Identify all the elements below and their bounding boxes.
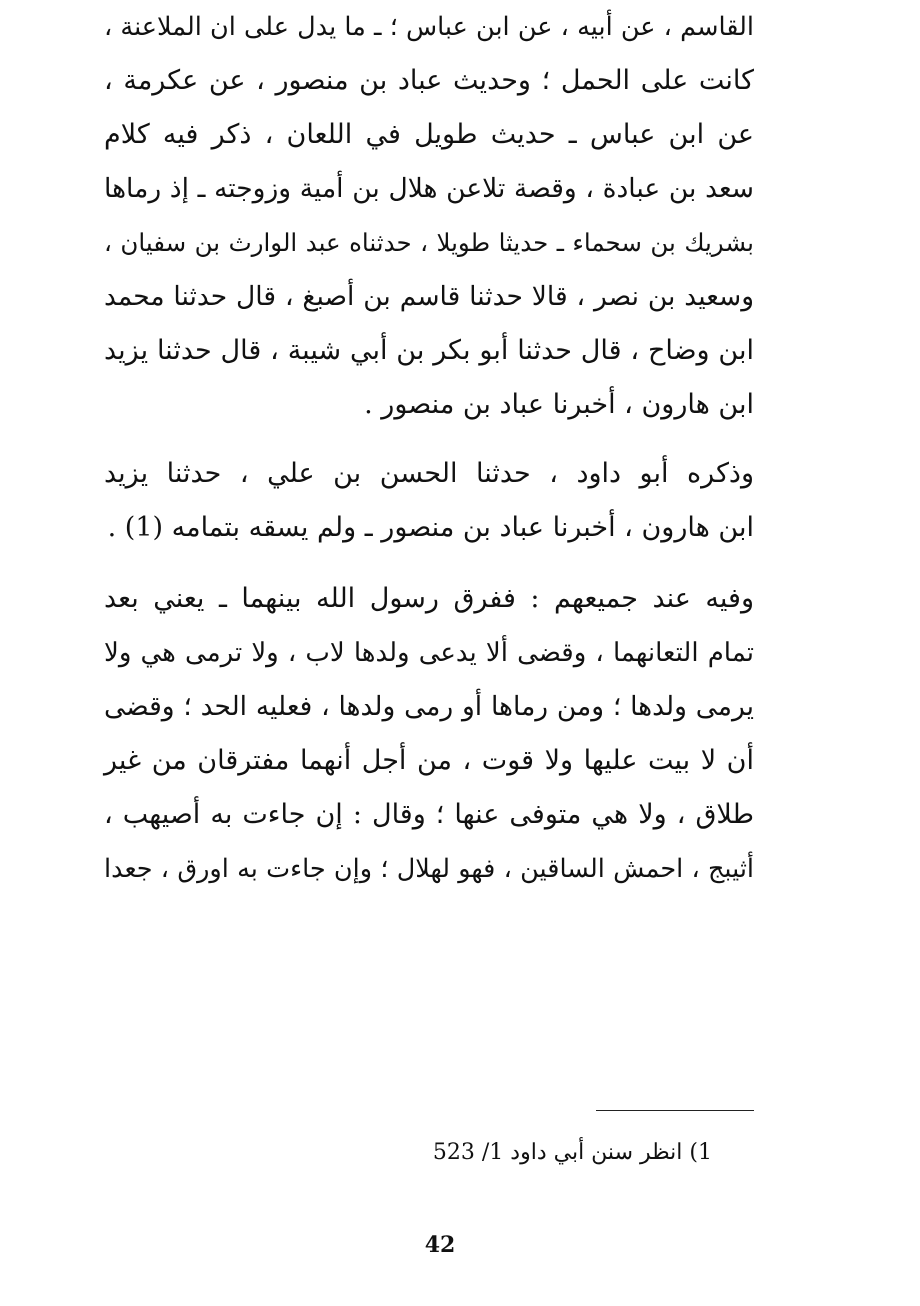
- text-line: بشريك بن سحماء ـ حديثا طويلا ، حدثناه عبد الوارث بن سفيان ،: [104, 228, 754, 257]
- text-line: القاسم ، عن أبيه ، عن ابن عباس ؛ ـ ما يدل على ان الملاعنة ،: [104, 12, 754, 42]
- page-number: 42: [424, 1232, 456, 1258]
- footnote-divider: [596, 1110, 754, 1111]
- paragraph-1: [104, 0, 754, 432]
- footnote: 1) انظر سنن أبي داود 1/ 523: [432, 1140, 712, 1165]
- text-line: ابن هارون ، أخبرنا عباد بن منصور .: [364, 389, 754, 420]
- text-line: كانت على الحمل ؛ وحديث عباد بن منصور ، عن عكرمة ،: [104, 65, 754, 96]
- text-line: ابن هارون ، أخبرنا عباد بن منصور ـ ولم يسقه بتمامه (1) .: [107, 512, 754, 543]
- text-line: عن ابن عباس ـ حديث طويل في اللعان ، ذكر فيه كلام: [104, 119, 754, 150]
- text-line: ابن وضاح ، قال حدثنا أبو بكر بن أبي شيبة ، قال حدثنا يزيد: [104, 335, 754, 366]
- text-line: وذكره أبو داود ، حدثنا الحسن بن علي ، حدثنا يزيد: [104, 458, 754, 489]
- text-line: وفيه عند جميعهم : ففرق رسول الله بينهما ـ يعني بعد: [104, 583, 754, 614]
- text-line: أن لا بيت عليها ولا قوت ، من أجل أنهما مفترقان من غير: [104, 745, 754, 776]
- text-line: طلاق ، ولا هي متوفى عنها ؛ وقال : إن جاءت به أصيهب ،: [104, 799, 754, 830]
- paragraph-3: [104, 572, 754, 896]
- text-line: وسعيد بن نصر ، قالا حدثنا قاسم بن أصبغ ، قال حدثنا محمد: [104, 281, 754, 312]
- text-line: سعد بن عبادة ، وقصة تلاعن هلال بن أمية وزوجته ـ إذ رماها: [104, 173, 754, 204]
- text-line: يرمى ولدها ؛ ومن رماها أو رمى ولدها ، فعليه الحد ؛ وقضى: [104, 691, 754, 722]
- text-line: تمام التعانهما ، وقضى ألا يدعى ولدها لاب ، ولا ترمى هي ولا: [104, 638, 754, 668]
- paragraph-2: [104, 447, 754, 555]
- text-line: أثيبج ، احمش الساقين ، فهو لهلال ؛ وإن جاءت به اورق ، جعدا: [104, 854, 754, 884]
